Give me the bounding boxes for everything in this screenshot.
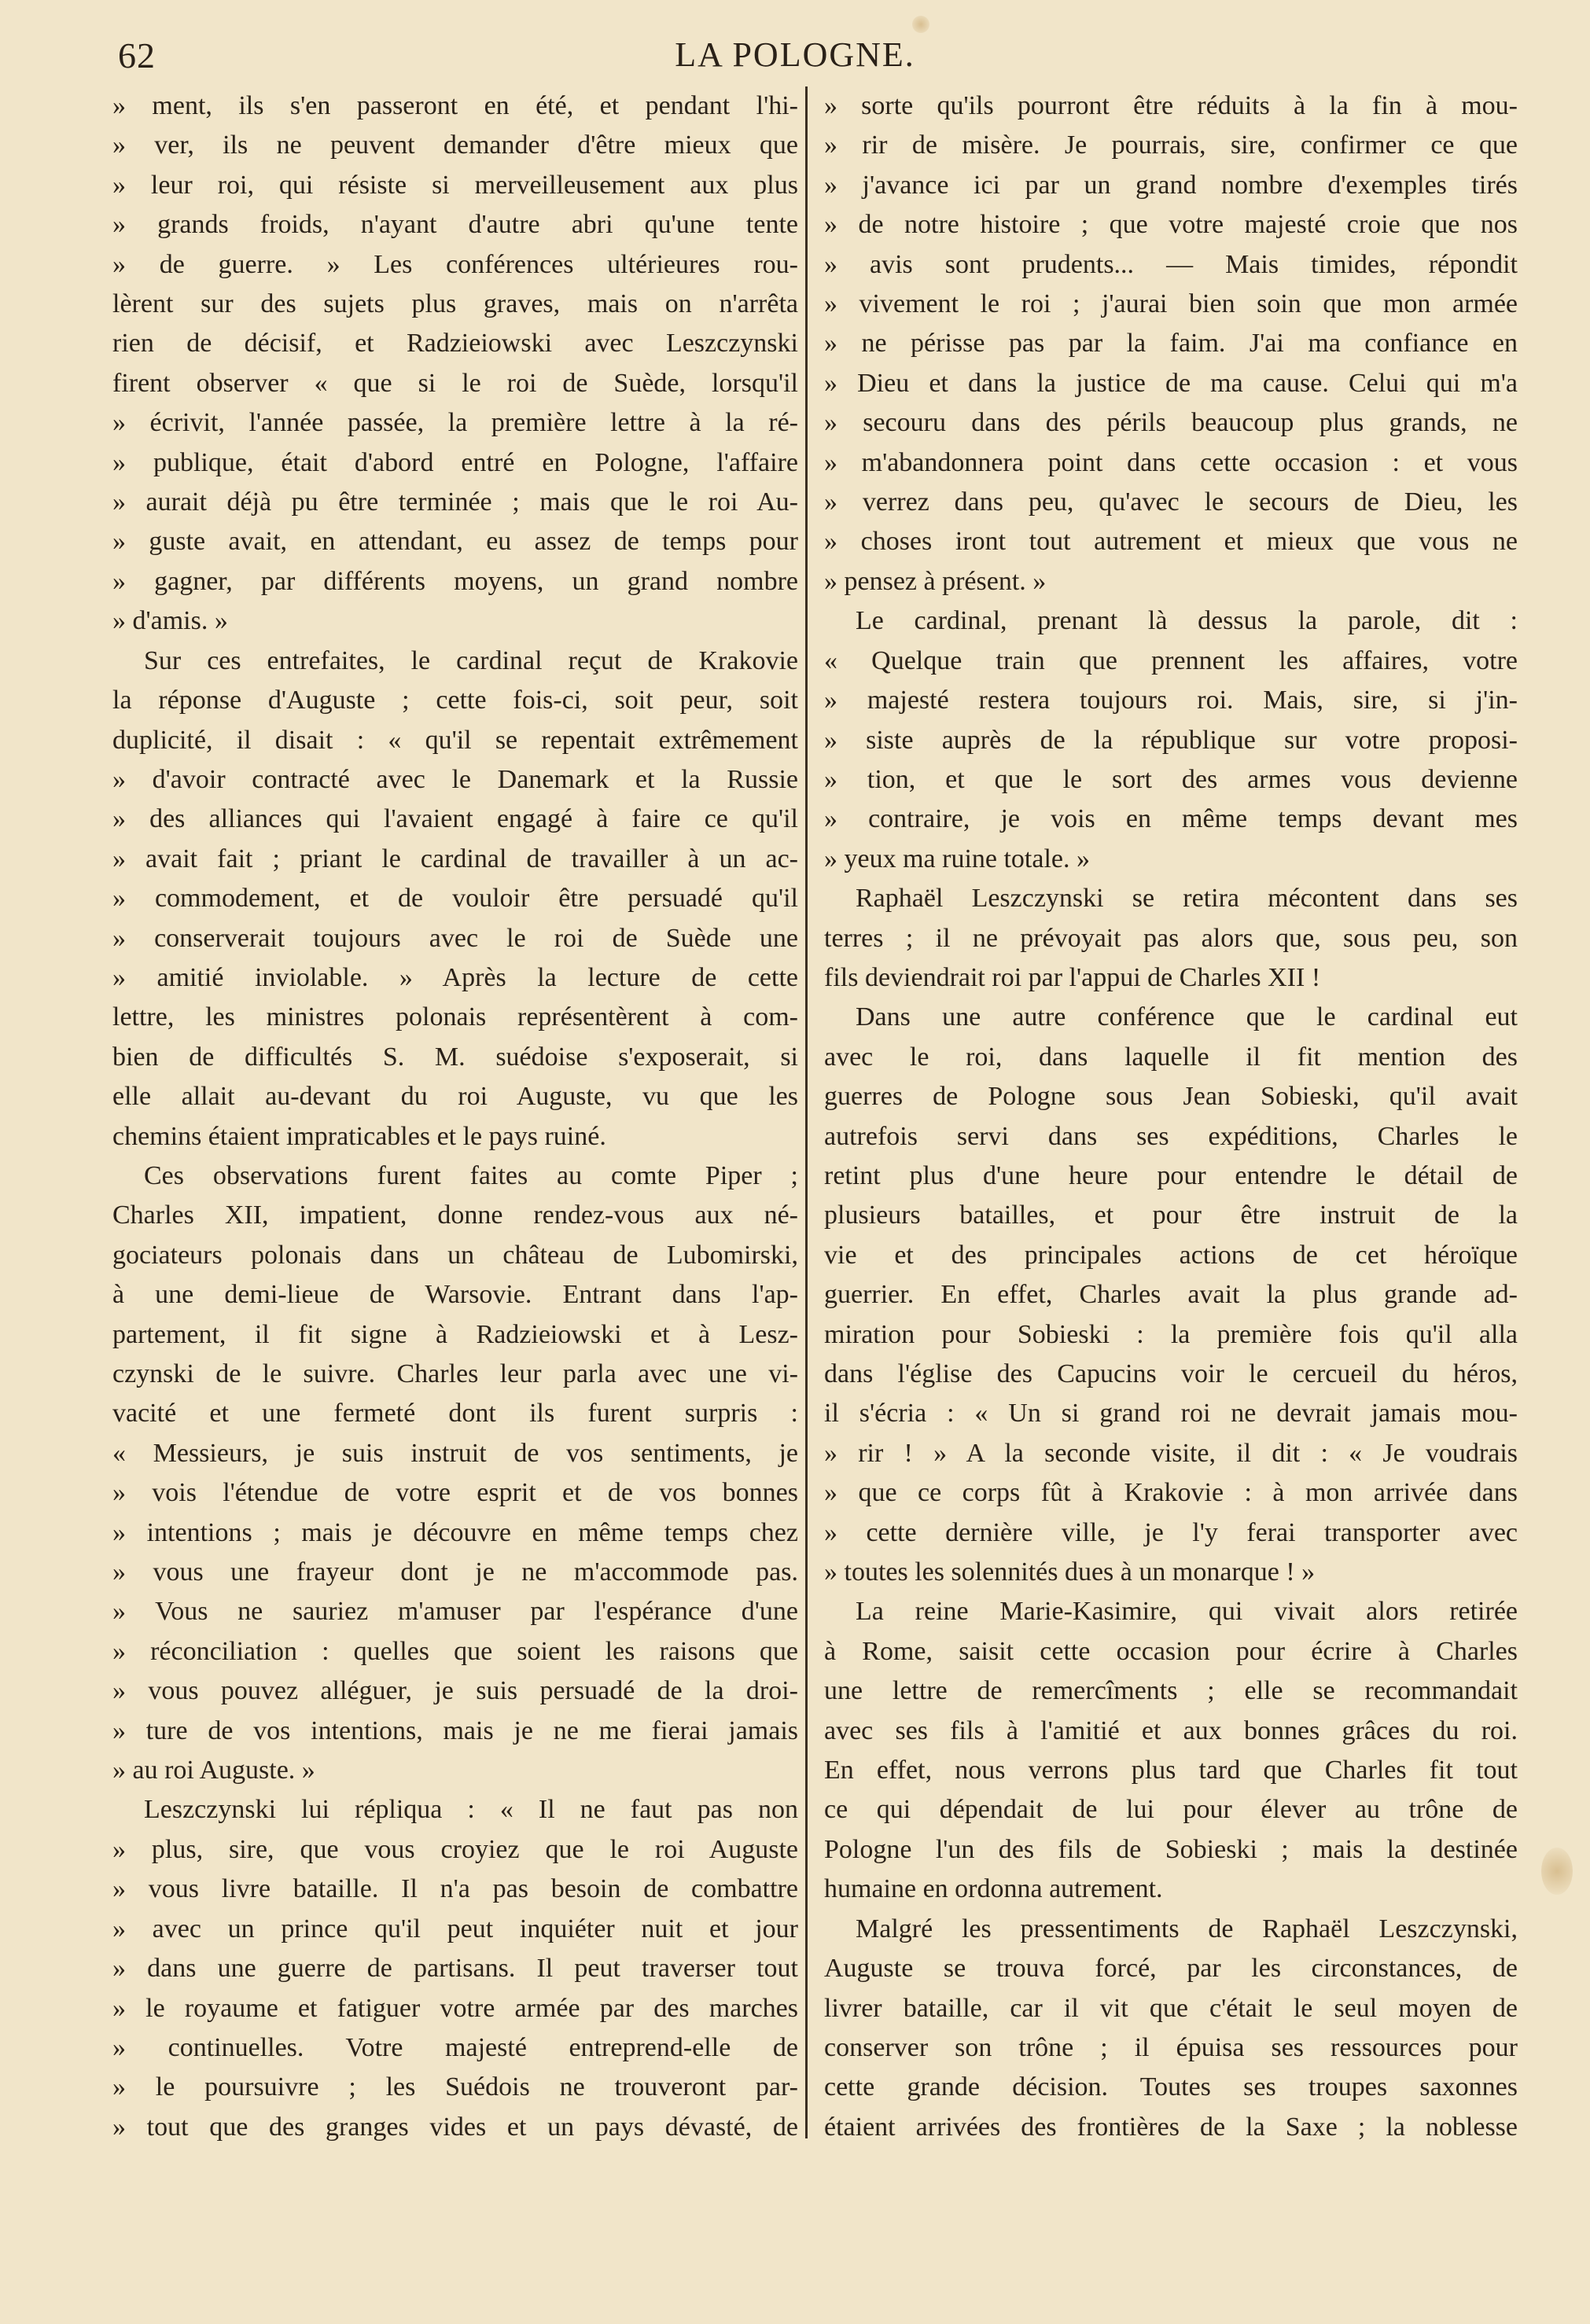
paper-stain [912, 16, 929, 33]
text-line: La reine Marie-Kasimire, qui vivait alors retirée [856, 1597, 1518, 1627]
text-line: cette grande décision. Toutes ses troupes saxonnes [824, 2072, 1518, 2102]
text-line: conserver son trône ; il épuisa ses ressources pour [824, 2032, 1518, 2062]
text-line: la réponse d'Auguste ; cette fois-ci, soit peur, soit [112, 686, 798, 715]
text-line: Auguste se trouva forcé, par les circonstances, de [824, 1954, 1518, 1984]
text-line: Raphaël Leszczynski se retira mécontent dans ses [856, 884, 1518, 914]
text-line: chemins étaient impraticables et le pays ruiné. [112, 1121, 606, 1151]
text-line: » contraire, je vois en même temps devant mes [824, 804, 1518, 834]
text-line: » au roi Auguste. » [112, 1756, 315, 1785]
text-line: En effet, nous verrons plus tard que Charles fit tout [824, 1756, 1518, 1785]
text-line: » dans une guerre de partisans. Il peut traverser tout [112, 1954, 798, 1984]
text-line: « Messieurs, je suis instruit de vos sentiments, je [112, 1438, 798, 1468]
text-line: retint plus d'une heure pour entendre le détail de [824, 1160, 1518, 1190]
text-line: dans l'église des Capucins voir le cercueil du héros, [824, 1359, 1518, 1388]
text-line: Charles XII, impatient, donne rendez-vous aux né- [112, 1201, 798, 1230]
text-line: » ver, ils ne peuvent demander d'être mieux que [112, 131, 798, 160]
text-line: » des alliances qui l'avaient engagé à faire ce qu'il [112, 804, 798, 834]
text-line: ce qui dépendait de lui pour élever au trône de [824, 1795, 1518, 1825]
text-line: » avis sont prudents... — Mais timides, répondit [824, 249, 1518, 279]
text-line: guerres de Pologne sous Jean Sobieski, qu'il avait [824, 1082, 1518, 1112]
text-line: » ture de vos intentions, mais je ne me fierai jamais [112, 1715, 798, 1745]
text-line: Leszczynski lui répliqua : « Il ne faut pas non [144, 1795, 798, 1825]
text-line: fils deviendrait roi par l'appui de Charles XII ! [824, 962, 1321, 992]
right-column [824, 86, 1518, 2147]
text-line: » aurait déjà pu être terminée ; mais que le roi Au- [112, 487, 798, 517]
text-line: Le cardinal, prenant là dessus la parole, dit : [856, 606, 1518, 636]
running-title: LA POLOGNE. [675, 35, 915, 74]
text-line: » choses iront tout autrement et mieux que vous ne [824, 527, 1518, 557]
text-line: » d'amis. » [112, 606, 228, 636]
text-line: Ces observations furent faites au comte Piper ; [144, 1160, 798, 1190]
page-number: 62 [118, 35, 156, 75]
text-line: plusieurs batailles, et pour être instruit de la [824, 1201, 1518, 1230]
text-line: à Rome, saisit cette occasion pour écrire à Charles [824, 1636, 1518, 1666]
text-line: rien de décisif, et Radzieiowski avec Leszczynski [112, 329, 798, 359]
text-line: » de notre histoire ; que votre majesté croie que nos [824, 210, 1518, 240]
text-line: lèrent sur des sujets plus graves, mais on n'arrêta [112, 289, 798, 319]
text-line: une lettre de remercîments ; elle se recommandait [824, 1676, 1518, 1706]
text-line: « Quelque train que prennent les affaires, votre [824, 645, 1518, 675]
text-line: guerrier. En effet, Charles avait la plus grande ad- [824, 1280, 1518, 1310]
text-line: Sur ces entrefaites, le cardinal reçut de Krakovie [144, 645, 798, 675]
text-line: » verrez dans peu, qu'avec le secours de Dieu, les [824, 487, 1518, 517]
text-line: » j'avance ici par un grand nombre d'exemples tirés [824, 170, 1518, 200]
text-line: » pensez à présent. » [824, 566, 1047, 596]
text-line: » yeux ma ruine totale. » [824, 844, 1091, 873]
text-line: » Vous ne sauriez m'amuser par l'espérance d'une [112, 1597, 798, 1627]
text-line: » plus, sire, que vous croyiez que le roi Auguste [112, 1834, 798, 1864]
text-line: » que ce corps fût à Krakovie : à mon arrivée dans [824, 1478, 1518, 1508]
text-line: » Dieu et dans la justice de ma cause. Celui qui m'a [824, 368, 1518, 398]
text-line: » vous pouvez alléguer, je suis persuadé de la droi- [112, 1676, 798, 1706]
text-line: bien de difficultés S. M. suédoise s'exposerait, si [112, 1042, 798, 1072]
text-line: » le royaume et fatiguer votre armée par des marches [112, 1993, 798, 2023]
text-line: miration pour Sobieski : la première fois qu'il alla [824, 1319, 1518, 1349]
text-line: » majesté restera toujours roi. Mais, sire, si j'in- [824, 686, 1518, 715]
text-line: terres ; il ne prévoyait pas alors que, sous peu, son [824, 923, 1518, 953]
text-line: humaine en ordonna autrement. [824, 1874, 1163, 1904]
text-line: » d'avoir contracté avec le Danemark et la Russie [112, 764, 798, 794]
text-line: avec le roi, dans laquelle il fit mention des [824, 1042, 1518, 1072]
text-line: » écrivit, l'année passée, la première lettre à la ré- [112, 408, 798, 438]
left-column [112, 86, 798, 2147]
text-line: vacité et une fermeté dont ils furent surpris : [112, 1399, 798, 1429]
text-line: » toutes les solennités dues à un monarque ! » [824, 1557, 1316, 1587]
text-line: » le poursuivre ; les Suédois ne trouveront par- [112, 2072, 798, 2102]
text-line: avec ses fils à l'amitié et aux bonnes grâces du roi. [824, 1715, 1518, 1745]
text-line: à une demi-lieue de Warsovie. Entrant dans l'ap- [112, 1280, 798, 1310]
text-line: Dans une autre conférence que le cardinal eut [856, 1002, 1518, 1032]
text-line: » continuelles. Votre majesté entreprend-elle de [112, 2032, 798, 2062]
text-line: » de guerre. » Les conférences ultérieures rou- [112, 249, 798, 279]
text-line: » vous une frayeur dont je ne m'accommode pas. [112, 1557, 798, 1587]
text-line: Pologne l'un des fils de Sobieski ; mais la destinée [824, 1834, 1518, 1864]
text-line: » guste avait, en attendant, eu assez de temps pour [112, 527, 798, 557]
text-line: czynski de le suivre. Charles leur parla avec une vi- [112, 1359, 798, 1388]
text-line: » intentions ; mais je découvre en même temps chez [112, 1517, 798, 1547]
text-line: » rir ! » A la seconde visite, il dit : « Je voudrais [824, 1438, 1518, 1468]
text-line: » siste auprès de la république sur votre proposi- [824, 725, 1518, 755]
text-line: » leur roi, qui résiste si merveilleusement aux plus [112, 170, 798, 200]
text-line: » rir de misère. Je pourrais, sire, confirmer ce que [824, 131, 1518, 160]
text-line: » m'abandonnera point dans cette occasion : et vous [824, 447, 1518, 477]
text-line: autrefois servi dans ses expéditions, Charles le [824, 1121, 1518, 1151]
text-line: étaient arrivées des frontières de la Saxe ; la noblesse [824, 2112, 1518, 2142]
text-line: duplicité, il disait : « qu'il se repentait extrêmement [112, 725, 798, 755]
text-line: » avec un prince qu'il peut inquiéter nuit et jour [112, 1914, 798, 1943]
text-line: gociateurs polonais dans un château de Lubomirski, [112, 1240, 798, 1270]
text-line: il s'écria : « Un si grand roi ne devrait jamais mou- [824, 1399, 1518, 1429]
text-line: » vivement le roi ; j'aurai bien soin que mon armée [824, 289, 1518, 319]
text-line: » grands froids, n'ayant d'autre abri qu'une tente [112, 210, 798, 240]
text-line: » vous livre bataille. Il n'a pas besoin de combattre [112, 1874, 798, 1904]
text-line: vie et des principales actions de cet héroïque [824, 1240, 1518, 1270]
text-line: Malgré les pressentiments de Raphaël Leszczynski, [856, 1914, 1518, 1943]
text-line: » tout que des granges vides et un pays dévasté, de [112, 2112, 798, 2142]
text-line: » tion, et que le sort des armes vous devienne [824, 764, 1518, 794]
text-line: » vois l'étendue de votre esprit et de vos bonnes [112, 1478, 798, 1508]
text-line: » cette dernière ville, je l'y ferai transporter avec [824, 1517, 1518, 1547]
text-line: » commodement, et de vouloir être persuadé qu'il [112, 884, 798, 914]
text-line: livrer bataille, car il vit que c'était le seul moyen de [824, 1993, 1518, 2023]
text-line: partement, il fit signe à Radzieiowski et à Lesz- [112, 1319, 798, 1349]
text-line: firent observer « que si le roi de Suède, lorsqu'il [112, 368, 798, 398]
text-line: elle allait au-devant du roi Auguste, vu que les [112, 1082, 798, 1112]
text-line: » publique, était d'abord entré en Pologne, l'affaire [112, 447, 798, 477]
text-line: lettre, les ministres polonais représentèrent à com- [112, 1002, 798, 1032]
column-divider [805, 86, 808, 2138]
paper-stain [1541, 1848, 1573, 1895]
text-line: » avait fait ; priant le cardinal de travailler à un ac- [112, 844, 798, 873]
text-line: » sorte qu'ils pourront être réduits à la fin à mou- [824, 91, 1518, 120]
text-line: » amitié inviolable. » Après la lecture de cette [112, 962, 798, 992]
text-line: » secouru dans des périls beaucoup plus grands, ne [824, 408, 1518, 438]
text-line: » ment, ils s'en passeront en été, et pendant l'hi- [112, 91, 798, 120]
text-line: » gagner, par différents moyens, un grand nombre [112, 566, 798, 596]
text-line: » ne périsse pas par la faim. J'ai ma confiance en [824, 329, 1518, 359]
text-line: » réconciliation : quelles que soient les raisons que [112, 1636, 798, 1666]
text-line: » conserverait toujours avec le roi de Suède une [112, 923, 798, 953]
